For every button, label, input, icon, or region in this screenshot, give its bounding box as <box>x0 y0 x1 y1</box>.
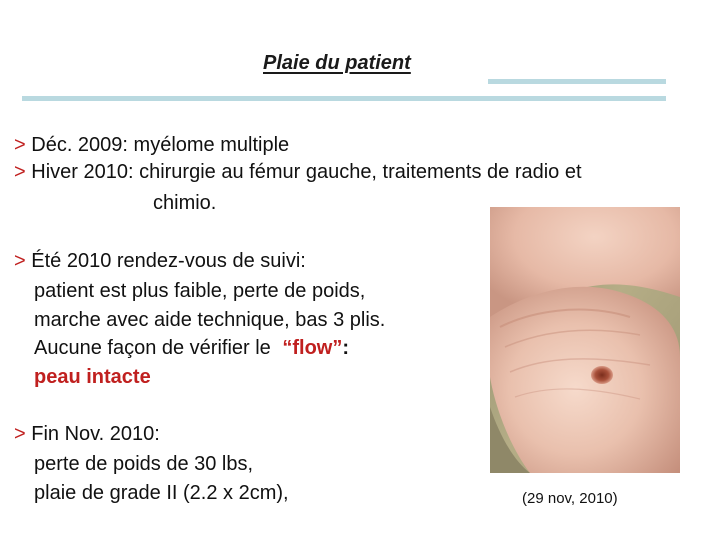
bullet-item-4 <box>14 423 160 446</box>
flow-prefix: Aucune façon de vérifier le <box>34 337 271 359</box>
bullet-item-4-line-2: perte de poids de 30 lbs, <box>34 453 254 475</box>
bullet-text: Hiver 2010: chirurgie au fémur gauche, traitements de radio et <box>31 161 582 183</box>
flow-colon: : <box>342 337 350 359</box>
bullet-text: Déc. 2009: myélome multiple <box>31 134 290 156</box>
bullet-item-3 <box>14 250 306 273</box>
bullet-marker: > <box>14 134 26 156</box>
bullet-marker: > <box>14 161 26 183</box>
bullet-item-3-line-2: patient est plus faible, perte de poids, <box>34 280 366 302</box>
bullet-text: Été 2010 rendez-vous de suivi: <box>31 250 306 272</box>
bullet-item-3-line-4 <box>34 337 349 360</box>
bullet-text: Fin Nov. 2010: <box>31 423 160 445</box>
title-rule-short <box>488 79 666 84</box>
title-rule-long <box>22 96 666 101</box>
bullet-marker: > <box>14 423 26 445</box>
bullet-marker: > <box>14 250 26 272</box>
skin-intact-text: peau intacte <box>34 366 151 388</box>
flow-term: “flow” <box>282 337 343 359</box>
bullet-item-1 <box>14 134 289 157</box>
slide-title: Plaie du patient <box>263 52 411 74</box>
photo-caption: (29 nov, 2010) <box>522 490 618 507</box>
wound-photo <box>490 207 680 473</box>
bullet-item-4-line-3: plaie de grade II (2.2 x 2cm), <box>34 482 289 504</box>
bullet-item-3-line-3: marche avec aide technique, bas 3 plis. <box>34 309 386 331</box>
bullet-item-2-continuation: chimio. <box>153 192 217 214</box>
bullet-item-2 <box>14 161 582 184</box>
